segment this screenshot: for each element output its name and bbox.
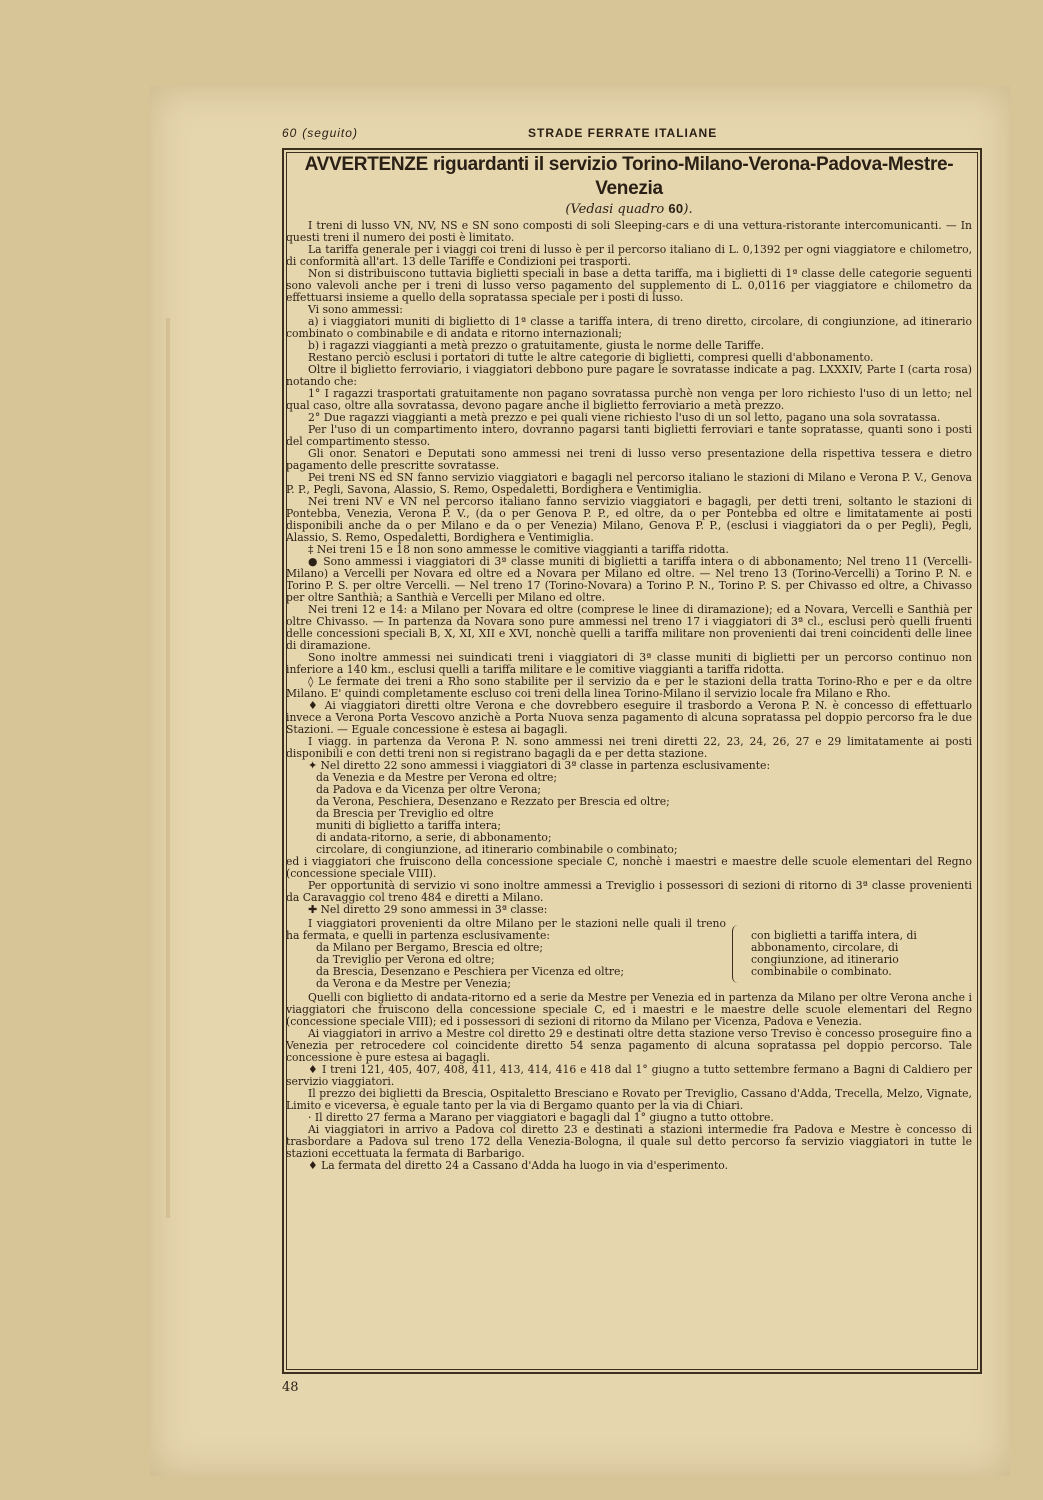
braced-list-left [286, 918, 726, 990]
paragraph: La tariffa generale per i viaggi coi treni di lusso è per il percorso italiano di L. 0,1392 per ogni viaggiatore e chilometro, di conformità all'art. 13 delle Tariffe e Condizioni pei trasporti. [286, 243, 972, 268]
paragraph: a) i viaggiatori muniti di biglietto di 1ª classe a tariffa intera, di treno diretto, circolare, di congiunzione, ad itinerario combinato o combinabile e di andata e ritorno internazionali; [286, 315, 972, 340]
paragraph: Quelli con biglietto di andata-ritorno ed a serie da Mestre per Venezia ed in partenza da Milano per oltre Verona anche i viaggiatori che fruiscono della concessione speciale C, ed i maestri e le maestre delle scuole elementari del Regno (concessione speciale VIII); ed i possessori di sezioni di ritorno da Milano per Vicenza, Padova e Venezia. [286, 991, 972, 1028]
list-item: da Padova e da Vicenza per oltre Verona; [316, 783, 542, 796]
list-item: da Verona, Peschiera, Desenzano e Rezzato per Brescia ed oltre; [316, 795, 670, 808]
paragraph: ♦ I treni 121, 405, 407, 408, 411, 413, 414, 416 e 418 dal 1° giugno a tutto settembre fermano a Bagni di Caldiero per servizio viaggiatori. [286, 1063, 972, 1088]
brace-mark [732, 925, 743, 983]
notice-body [286, 150, 972, 1172]
paragraph: Il prezzo dei biglietti da Brescia, Ospitaletto Bresciano e Rovato per Treviglio, Cassano d'Adda, Trecella, Melzo, Vignate, Limito e viceversa, è eguale tanto per la via di Bergamo quanto per la via di Chiari. [286, 1087, 972, 1112]
paragraph: Oltre il biglietto ferroviario, i viaggiatori debbono pure pagare le sovratasse indicate a pag. LXXXIV, Parte I (carta rosa) notando che: [286, 363, 972, 388]
list-item: da Milano per Bergamo, Brescia ed oltre; [316, 941, 544, 954]
paragraph: Nei treni NV e VN nel percorso italiano fanno servizio viaggiatori e bagagli, per detti treni, soltanto le stazioni di Pontebba, Venezia, Verona P. V., (da o per Genova P. P., ed oltre, da o per Pontebba ed oltre e limitatamente ai posti disponibili anche da o per Milano e da o per Venezia) Milano, Genova P. P., (esclusi i viaggiatori da o per Pegli), Pegli, Alassio, S. Remo, Ospedaletti, Bordighera e Ventimiglia. [286, 495, 972, 544]
page-suffix: (seguito) [302, 126, 358, 140]
paragraph: ✚ Nel diretto 29 sono ammessi in 3ª classe: [308, 903, 548, 916]
paragraph: · Il diretto 27 ferma a Marano per viaggiatori e bagagli dal 1° giugno a tutto ottobre. [308, 1111, 774, 1124]
list-item: da Brescia per Treviglio ed oltre [316, 807, 494, 820]
paragraph: b) i ragazzi viaggianti a metà prezzo o gratuitamente, giusta le norme delle Tariffe. [308, 339, 765, 352]
paragraph: Gli onor. Senatori e Deputati sono ammessi nei treni di lusso verso presentazione della rispettiva tessera e dietro pagamento delle prescritte sovratasse. [286, 447, 972, 472]
list-item: da Verona e da Mestre per Venezia; [316, 977, 512, 990]
paragraph: Pei treni NS ed SN fanno servizio viaggiatori e bagagli nel percorso italiano le stazioni di Milano e Verona P. V., Genova P. P., Pegli, Savona, Alassio, S. Remo, Ospedaletti, Bordighera e Ventimiglia. [286, 471, 972, 496]
paragraph: Sono inoltre ammessi nei suindicati treni i viaggiatori di 3ª classe muniti di biglietti per un percorso continuo non inferiore a 140 km., esclusi quelli a tariffa militare e le comitive viaggianti a tariffa ridotta. [286, 651, 972, 676]
list-item: da Brescia, Desenzano e Peschiera per Vicenza ed oltre; [316, 965, 625, 978]
paragraph: Ai viaggiatori in arrivo a Mestre col diretto 29 e destinati oltre detta stazione verso Treviso è concesso proseguire fino a Venezia per retrocedere col coincidente diretto 54 senza pagamento di alcuna sopratassa pel doppio percorso. Tale concessione è pure estesa ai bagagli. [286, 1027, 972, 1064]
running-head [282, 124, 982, 146]
paragraph: ◊ Le fermate dei treni a Rho sono stabilite per il servizio da e per le stazioni della tratta Torino-Rho e per e da oltre Milano. E' quindi completamente escluso coi treni della linea Torino-Milano il servizio locale fra Milano e Rho. [286, 675, 972, 700]
braced-list-right: con biglietti a tariffa intera, di abbonamento, circolare, di congiunzione, ad itinerario combinabile o combinato. [751, 929, 917, 978]
paragraph: ed i viaggiatori che fruiscono della concessione speciale C, nonchè i maestri e maestre delle scuole elementari del Regno (concessione speciale VIII). [286, 855, 972, 880]
paragraph: Restano perciò esclusi i portatori di tutte le altre categorie di biglietti, compresi quelli d'abbonamento. [308, 351, 874, 364]
notice-subtitle: (Vedasi quadro 60). [565, 201, 693, 217]
paragraph: Vi sono ammessi: [308, 303, 403, 316]
list-item: da Venezia e da Mestre per Verona ed oltre; [316, 771, 558, 784]
journal-title: STRADE FERRATE ITALIANE [528, 126, 718, 140]
paragraph: 1° I ragazzi trasportati gratuitamente non pagano sovratassa purchè non venga per loro richiesto l'uso di un letto; nel qual caso, oltre alla sovratassa, devono pagare anche il biglietto ferroviario a metà prezzo. [286, 387, 972, 412]
paragraph: Per l'uso di un compartimento intero, dovranno pagarsi tanti biglietti ferroviari e tante sopratasse, quanti sono i posti del compartimento stesso. [286, 423, 972, 448]
paragraph: ✦ Nel diretto 22 sono ammessi i viaggiatori di 3ª classe in partenza esclusivamente: [308, 759, 771, 772]
binding-margin [166, 318, 170, 1218]
list-item: circolare, di congiunzione, ad itinerario combinabile o combinato; [316, 843, 678, 856]
paragraph: 2° Due ragazzi viaggianti a metà prezzo e pei quali viene richiesto l'uso di un sol letto, pagano una sola sovratassa. [308, 411, 941, 424]
paragraph: ♦ La fermata del diretto 24 a Cassano d'Adda ha luogo in via d'esperimento. [308, 1159, 729, 1172]
paragraph: ♦ Ai viaggiatori diretti oltre Verona e che dovrebbero eseguire il trasbordo a Verona P. N. è concesso di effettuarlo invece a Verona Porta Vescovo anzichè a Porta Nuova senza pagamento di alcuna sopratassa pel doppio percorso fra le due Stazioni. — Eguale concessione è estesa ai bagagli. [286, 699, 972, 736]
list-item: muniti di biglietto a tariffa intera; [316, 819, 501, 832]
paragraph: Ai viaggiatori in arrivo a Padova col diretto 23 e destinati a stazioni intermedie fra Padova e Mestre è concesso di trasbordare a Padova sul treno 172 della Venezia-Bologna, il quale sul detto percorso fa servizio viaggiatori in tutte le stazioni eccettuata la fermata di Barbarigo. [286, 1123, 972, 1160]
list-item: I viaggiatori provenienti da oltre Milano per le stazioni nelle quali il treno ha fermata, e quelli in partenza esclusivamente: [286, 917, 726, 942]
paragraph: I viagg. in partenza da Verona P. N. sono ammessi nei treni diretti 22, 23, 24, 26, 27 e 29 limitatamente ai posti disponibili e con detti treni non si registrano bagagli da e per detta stazione. [286, 735, 972, 760]
paragraph: ‡ Nei treni 15 e 18 non sono ammesse le comitive viaggianti a tariffa ridotta. [308, 543, 729, 556]
paragraph: I treni di lusso VN, NV, NS e SN sono composti di soli Sleeping-cars e di una vettura-ristorante intercomunicanti. — In questi treni il numero dei posti è limitato. [286, 219, 972, 244]
list-item: da Treviglio per Verona ed oltre; [316, 953, 495, 966]
page-number: 60 (seguito) [282, 126, 358, 140]
paragraph: ● Sono ammessi i viaggiatori di 3ª classe muniti di biglietti a tariffa intera o di abbonamento; Nel treno 11 (Vercelli-Milano) a Vercelli per Novara ed oltre ed a Novara per Milano ed oltre. — Nel treno 13 (Torino-Vercelli) a Torino P. N. e Torino P. S. per oltre Vercelli. — Nel treno 17 (Torino-Novara) a Torino P. N., Torino P. S. per Chivasso ed oltre, a Chivasso per oltre Santhià; a Santhià e Vercelli per Milano ed oltre. [286, 555, 972, 604]
footer-number: 48 [282, 1380, 299, 1395]
paragraph: Per opportunità di servizio vi sono inoltre ammessi a Treviglio i possessori di sezioni di ritorno di 3ª classe provenienti da Caravaggio col treno 484 e diretti a Milano. [286, 879, 972, 904]
paragraph: Nei treni 12 e 14: a Milano per Novara ed oltre (comprese le linee di diramazione); ed a Novara, Vercelli e Santhià per oltre Chivasso. — In partenza da Novara sono pure ammessi nel treno 17 i viaggiatori di 3ª cl., esclusi però quelli fruenti delle concessioni speciali B, X, XI, XII e XVI, nonchè quelli a tariffa militare non provenienti dai treni coincidenti delle linee di diramazione. [286, 603, 972, 652]
notice-title: AVVERTENZE riguardanti il servizio Torino-Milano-Verona-Padova-Mestre-Venezia [304, 154, 954, 199]
list-item: di andata-ritorno, a serie, di abbonamento; [316, 831, 552, 844]
braced-list [286, 918, 972, 990]
paragraph: Non si distribuiscono tuttavia biglietti speciali in base a detta tariffa, ma i biglietti di 1ª classe delle categorie seguenti sono valevoli anche per i treni di lusso verso pagamento del supplemento di L. 0,0116 per viaggiatore e chilometro da effettuarsi insieme a quello della sopratassa speciale per i posti di lusso. [286, 267, 972, 304]
